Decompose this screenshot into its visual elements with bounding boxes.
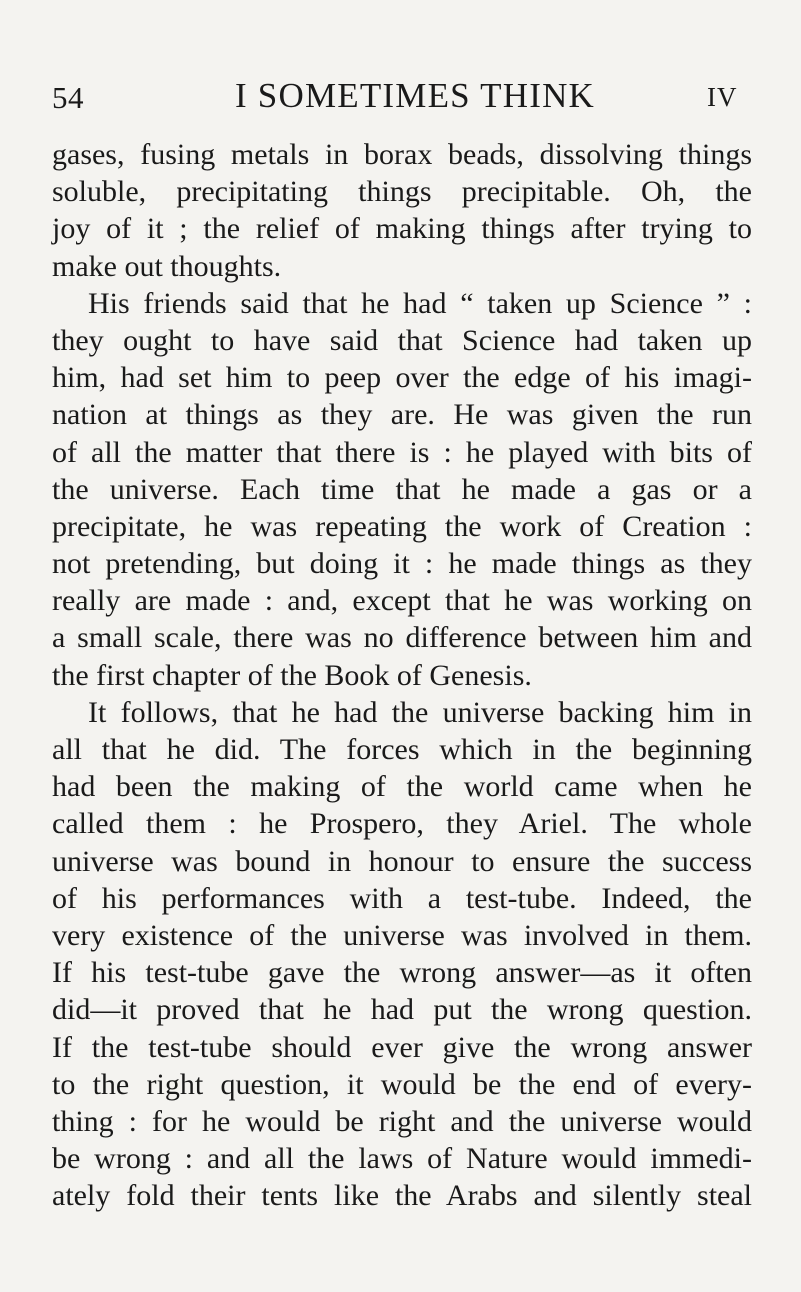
text-line: precipitate, he was repeating the work of Creation : bbox=[52, 509, 752, 543]
text-line: be wrong : and all the laws of Nature would immedi- bbox=[52, 1142, 752, 1176]
chapter-numeral: IV bbox=[707, 82, 738, 112]
text-line: really are made : and, except that he was working on bbox=[52, 584, 752, 618]
page-number: 54 bbox=[52, 80, 84, 115]
text-line: him, had set him to peep over the edge of his imagi- bbox=[52, 361, 752, 395]
text-line: If the test-tube should ever give the wrong answer bbox=[52, 1030, 752, 1064]
text-line: His friends said that he had “ taken up Science ” : bbox=[88, 286, 752, 320]
body-text bbox=[52, 136, 752, 1214]
text-line: ately fold their tents like the Arabs and silently steal bbox=[52, 1179, 752, 1213]
text-line: had been the making of the world came when he bbox=[52, 770, 752, 804]
text-line: of all the matter that there is : he played with bits of bbox=[52, 435, 752, 469]
running-head: I SOMETIMES THINK bbox=[235, 76, 596, 115]
page-header bbox=[0, 76, 801, 124]
text-line: a small scale, there was no difference between him and bbox=[52, 621, 752, 655]
text-line: It follows, that he had the universe backing him in bbox=[88, 695, 752, 729]
text-line: thing : for he would be right and the universe would bbox=[52, 1104, 752, 1138]
text-line: If his test-tube gave the wrong answer—as it often bbox=[52, 956, 752, 990]
text-line: joy of it ; the relief of making things after trying to bbox=[52, 212, 752, 246]
text-line: all that he did. The forces which in the beginning bbox=[52, 733, 752, 766]
text-line: not pretending, but doing it : he made things as they bbox=[52, 547, 752, 581]
text-line: soluble, precipitating things precipitable. Oh, the bbox=[52, 175, 752, 209]
text-line: the first chapter of the Book of Genesis. bbox=[52, 658, 532, 692]
text-line: they ought to have said that Science had taken up bbox=[52, 323, 752, 357]
text-line: gases, fusing metals in borax beads, dissolving things bbox=[52, 138, 752, 171]
text-line: to the right question, it would be the end of every- bbox=[52, 1067, 752, 1101]
text-line: make out thoughts. bbox=[52, 249, 282, 283]
text-line: very existence of the universe was involved in them. bbox=[52, 918, 752, 952]
text-line: nation at things as they are. He was given the run bbox=[52, 398, 752, 432]
text-line: called them : he Prospero, they Ariel. The whole bbox=[52, 807, 752, 841]
text-line: did—it proved that he had put the wrong question. bbox=[52, 993, 752, 1027]
text-line: the universe. Each time that he made a gas or a bbox=[52, 472, 752, 506]
text-line: universe was bound in honour to ensure the success bbox=[52, 844, 752, 878]
text-line: of his performances with a test-tube. Indeed, the bbox=[52, 881, 752, 915]
